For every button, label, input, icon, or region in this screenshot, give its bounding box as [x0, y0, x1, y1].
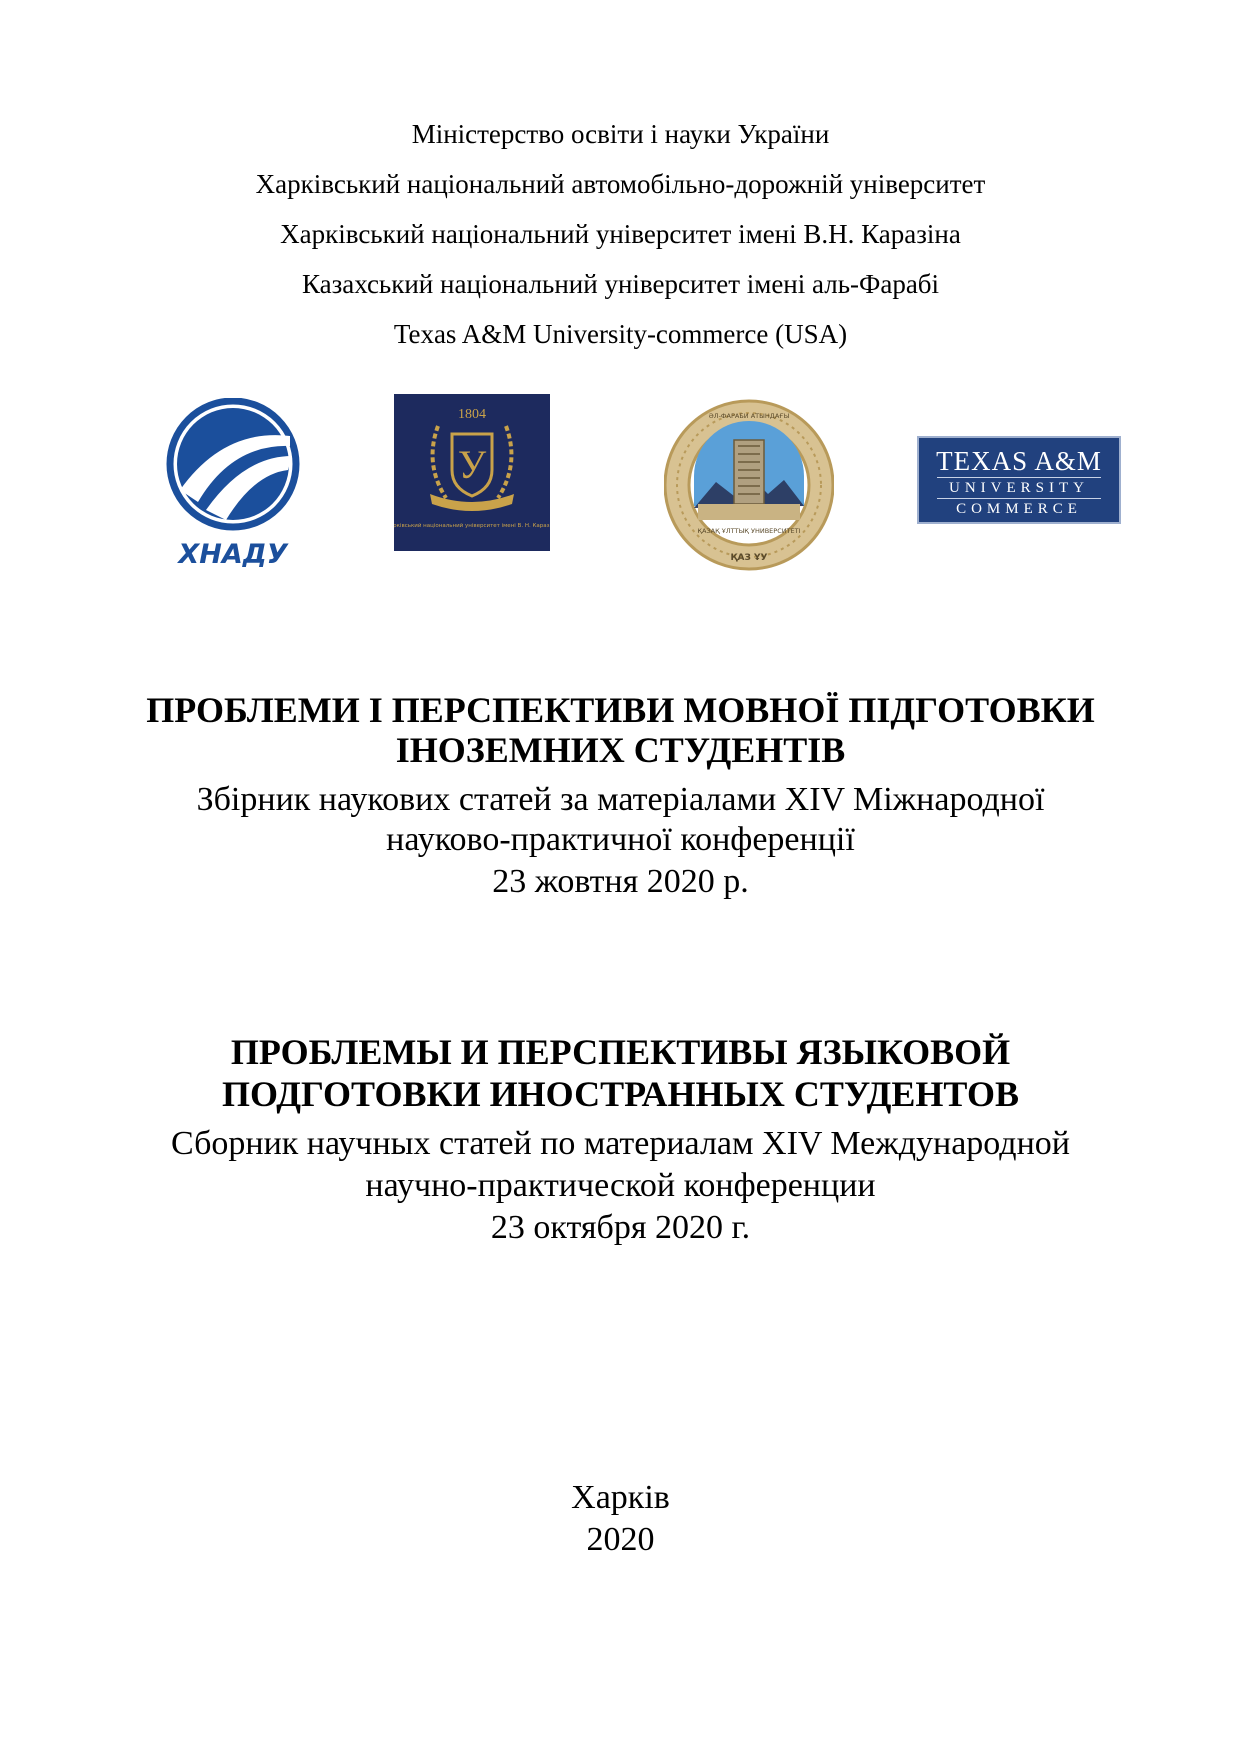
tamu-logo-line1: TEXAS A&M	[936, 446, 1102, 476]
ua-subtitle-line2: науково-практичної конференції	[386, 821, 855, 858]
footer-city: Харків	[571, 1479, 670, 1516]
ua-title-line1: ПРОБЛЕМИ І ПЕРСПЕКТИВИ МОВНОЇ ПІДГОТОВКИ	[146, 690, 1095, 730]
ru-title-line1: ПРОБЛЕМЫ И ПЕРСПЕКТИВЫ ЯЗЫКОВОЙ	[230, 1032, 1011, 1072]
khadu-logo-text: ХНАДУ	[178, 539, 288, 570]
ua-date: 23 жовтня 2020 р.	[492, 863, 749, 900]
ru-subtitle-line1: Сборник научных статей по материалам XIV Международной	[171, 1125, 1070, 1162]
kaznu-logo	[664, 396, 834, 574]
karazin-letter: У	[457, 442, 487, 487]
tamu-logo	[917, 436, 1121, 524]
ru-date: 23 октября 2020 г.	[490, 1209, 751, 1246]
kaznu-short: ҚАЗ ҰУ	[730, 553, 768, 563]
karazin-logo	[394, 394, 550, 551]
tamu-logo-divider	[937, 498, 1101, 499]
karazin-year: 1804	[458, 407, 486, 422]
karazin-emblem-icon	[394, 394, 550, 551]
kaznu-top-text: ӘЛ-ФАРАБИ АТЫНДАҒЫ	[708, 412, 790, 420]
header-tamu: Texas A&M University-commerce (USA)	[393, 319, 848, 349]
ua-title-line2: ІНОЗЕМНИХ СТУДЕНТІВ	[395, 730, 846, 770]
header-kaznu: Казахський національний університет імені аль-Фарабі	[301, 269, 940, 299]
kaznu-bottom-text: ҚАЗАҚ ҰЛТТЫҚ УНИВЕРСИТЕТІ	[697, 527, 801, 535]
khadu-logo	[162, 398, 304, 570]
kaznu-emblem-icon	[664, 396, 834, 574]
ua-subtitle-line1: Збірник наукових статей за матеріалами XIV Міжнародної	[196, 781, 1045, 818]
tamu-logo-line2: UNIVERSITY	[949, 480, 1089, 496]
tamu-logo-divider	[937, 477, 1101, 478]
khadu-emblem-icon	[162, 398, 304, 570]
header-ministry: Міністерство освіти і науки України	[411, 119, 830, 149]
ru-subtitle-line2: научно-практической конференции	[365, 1167, 876, 1204]
ru-title-line2: ПОДГОТОВКИ ИНОСТРАННЫХ СТУДЕНТОВ	[222, 1074, 1019, 1114]
karazin-caption: Харківський національний університет імені В. Н. Каразіна	[394, 523, 550, 529]
header-khadu: Харківський національний автомобільно-дорожній університет	[255, 169, 986, 199]
footer-year: 2020	[586, 1521, 655, 1558]
tamu-logo-line3: COMMERCE	[956, 501, 1082, 517]
header-karazin: Харківський національний університет імені В.Н. Каразіна	[280, 219, 961, 249]
